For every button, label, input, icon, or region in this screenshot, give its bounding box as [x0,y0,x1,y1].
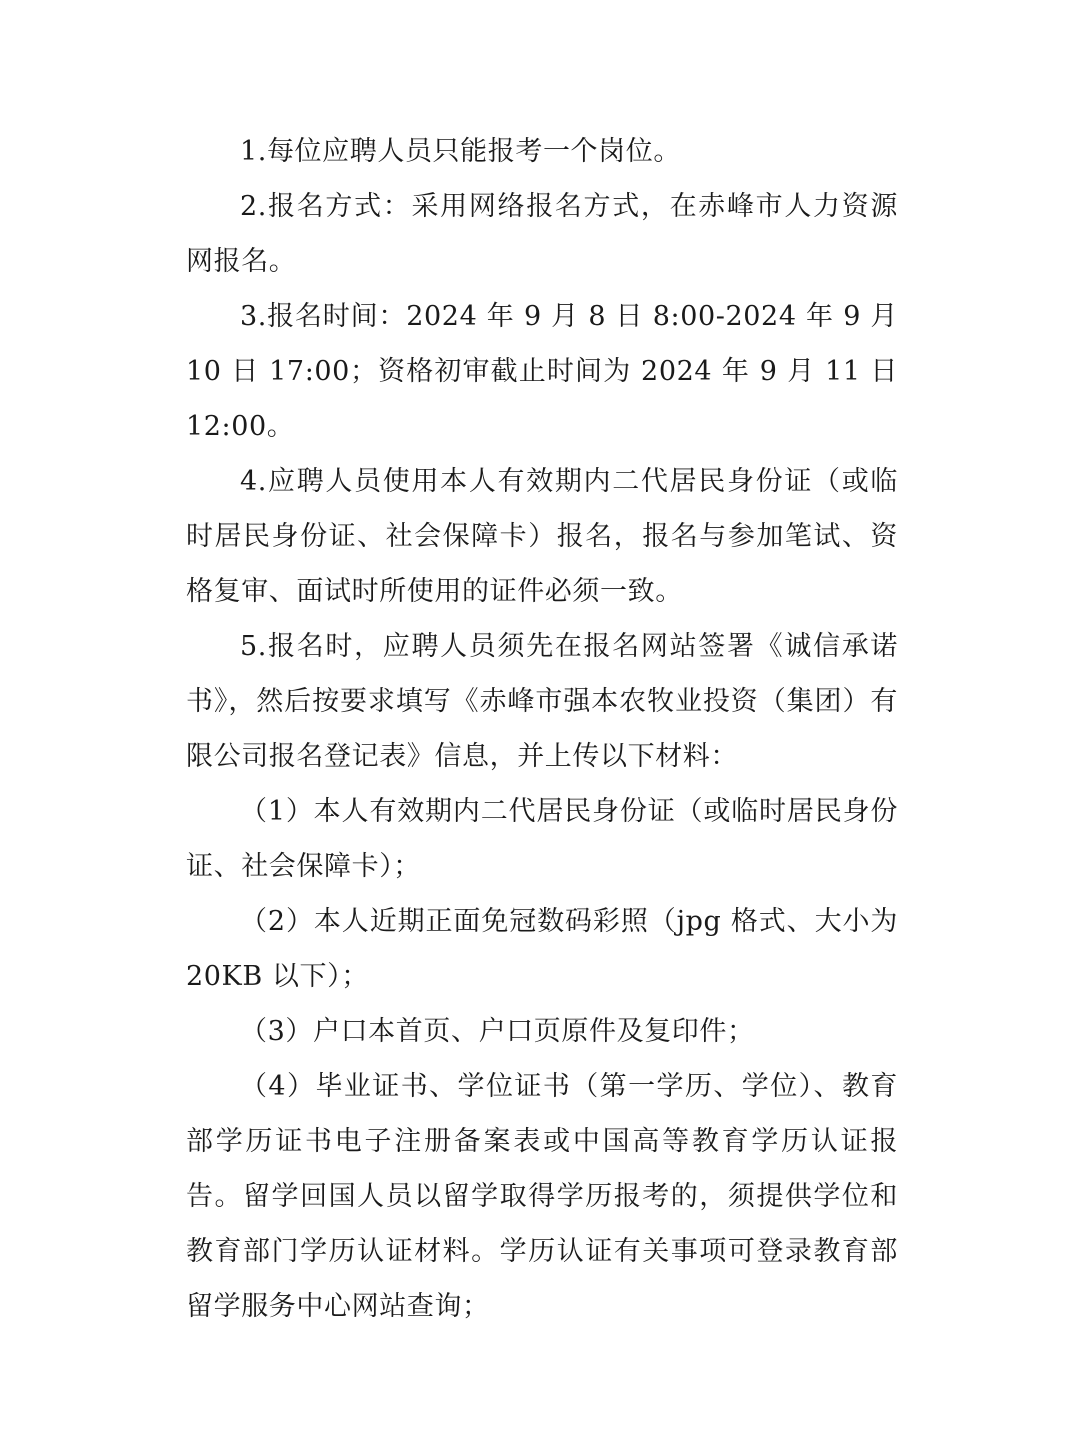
paragraph-1-single-position: 1.每位应聘人员只能报考一个岗位。 [240,136,681,167]
paragraph-4-id-requirements: 4.应聘人员使用本人有效期内二代居民身份证（或临时居民身份证、社会保障卡）报名，报名与参加笔试、资格复审、面试时所使用的证件必须一致。 [186,466,898,607]
paragraph-2-registration-method: 2.报名方式：采用网络报名方式，在赤峰市人力资源网报名。 [186,191,898,277]
material-item-3-household-register: （3）户口本首页、户口页原件及复印件； [240,1016,755,1047]
paragraph-3-registration-time: 3.报名时间：2024 年 9 月 8 日 8:00-2024 年 9 月 10 日 17:00；资格初审截止时间为 2024 年 9 月 11 日 12:00。 [186,301,898,442]
document-page [186,124,898,1334]
paragraph-5-upload-materials: 5.报名时，应聘人员须先在报名网站签署《诚信承诺书》，然后按要求填写《赤峰市强本农牧业投资（集团）有限公司报名登记表》信息，并上传以下材料： [186,631,898,772]
material-item-4-diploma: （4）毕业证书、学位证书（第一学历、学位）、教育部学历证书电子注册备案表或中国高等教育学历认证报告。留学回国人员以留学取得学历报考的，须提供学位和教育部门学历认证材料。学历认证有关事项可登录教育部留学服务中心网站查询； [186,1071,898,1322]
material-item-1-id-card: （1）本人有效期内二代居民身份证（或临时居民身份证、社会保障卡）； [186,796,898,882]
material-item-2-photo: （2）本人近期正面免冠数码彩照（jpg 格式、大小为 20KB 以下）； [186,906,898,992]
